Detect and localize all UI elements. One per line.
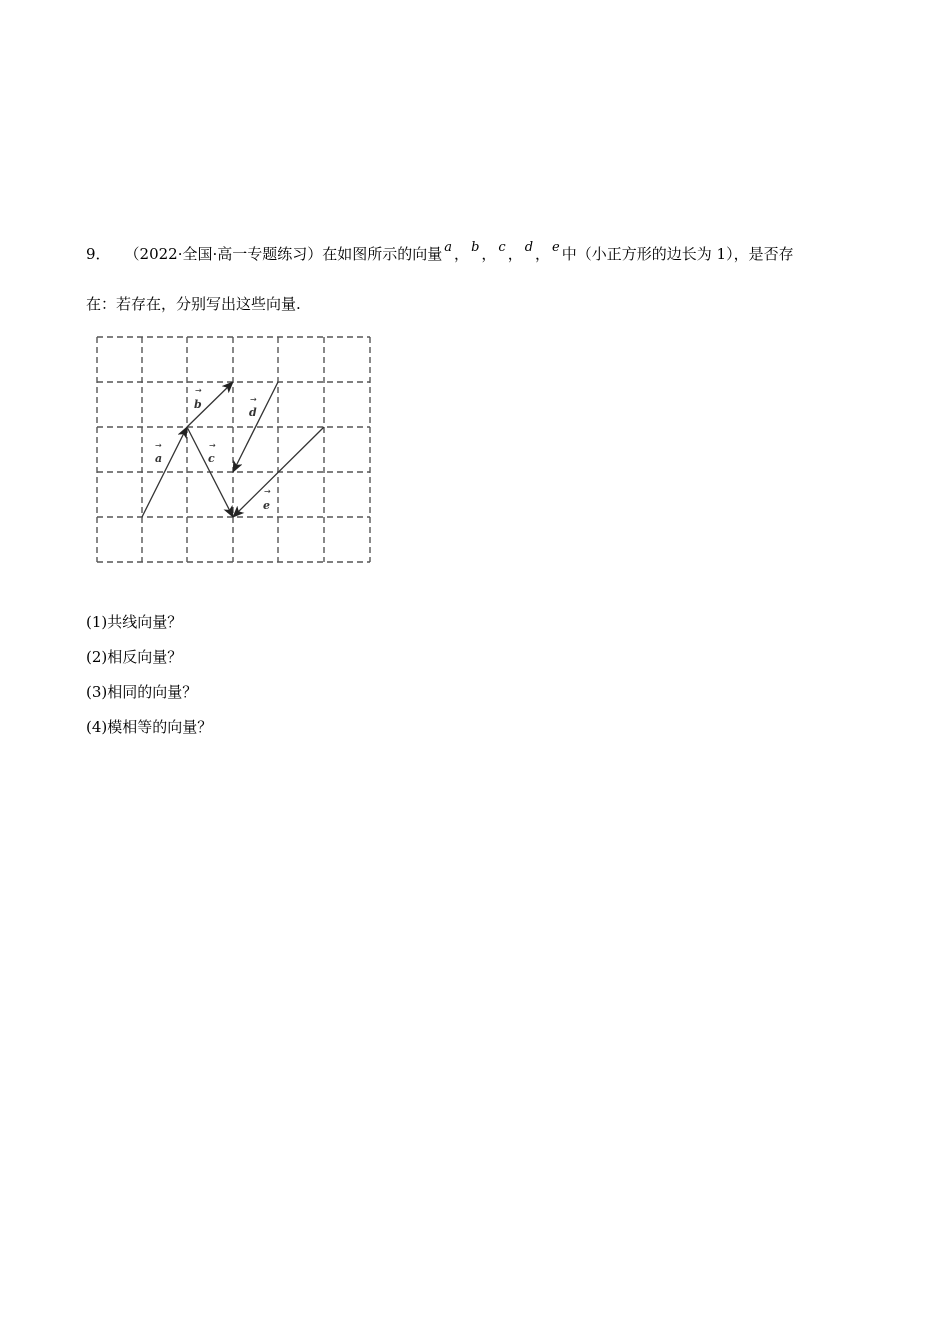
vector-grid-figure bbox=[90, 330, 380, 570]
svg-text:→: → bbox=[264, 487, 271, 496]
separator: ， bbox=[481, 245, 497, 263]
sub-question-2: (2)相反向量？ bbox=[86, 648, 183, 666]
question-text-before: 在如图所示的向量 bbox=[322, 245, 443, 263]
question-line-2: 在：若存在，分别写出这些向量. bbox=[86, 295, 301, 313]
vector-e-label bbox=[263, 487, 271, 512]
question-number: 9． bbox=[86, 245, 111, 263]
question-text-after: 中（小正方形的边长为 1），是否存 bbox=[561, 245, 794, 263]
label-c: c bbox=[208, 452, 215, 465]
label-a: a bbox=[155, 452, 163, 465]
var-a: a bbox=[444, 240, 453, 255]
var-e: e bbox=[552, 240, 560, 255]
svg-text:→: → bbox=[155, 441, 162, 450]
svg-text:→: → bbox=[209, 441, 216, 450]
svg-text:→: → bbox=[195, 386, 202, 395]
vector-a-label bbox=[155, 441, 162, 465]
vector-b-label bbox=[194, 386, 202, 411]
var-b: b bbox=[471, 240, 480, 255]
separator: ， bbox=[454, 245, 470, 263]
sub-question-4: (4)模相等的向量？ bbox=[86, 718, 213, 736]
vector-c-label bbox=[208, 441, 216, 465]
label-b: b bbox=[194, 398, 202, 411]
vector-d-label bbox=[249, 395, 257, 419]
label-e: e bbox=[263, 499, 270, 512]
var-c: c bbox=[498, 240, 506, 255]
sub-question-1: (1)共线向量？ bbox=[86, 613, 183, 631]
sub-question-3: (3)相同的向量？ bbox=[86, 683, 198, 701]
question-source: （2022·全国·高一专题练习） bbox=[124, 245, 323, 263]
separator: ， bbox=[507, 245, 523, 263]
question-line-1 bbox=[86, 240, 794, 266]
label-d: d bbox=[249, 406, 257, 419]
var-d: d bbox=[524, 240, 534, 255]
separator: ， bbox=[535, 245, 551, 263]
grid-lines bbox=[97, 337, 370, 562]
svg-text:→: → bbox=[250, 395, 257, 404]
